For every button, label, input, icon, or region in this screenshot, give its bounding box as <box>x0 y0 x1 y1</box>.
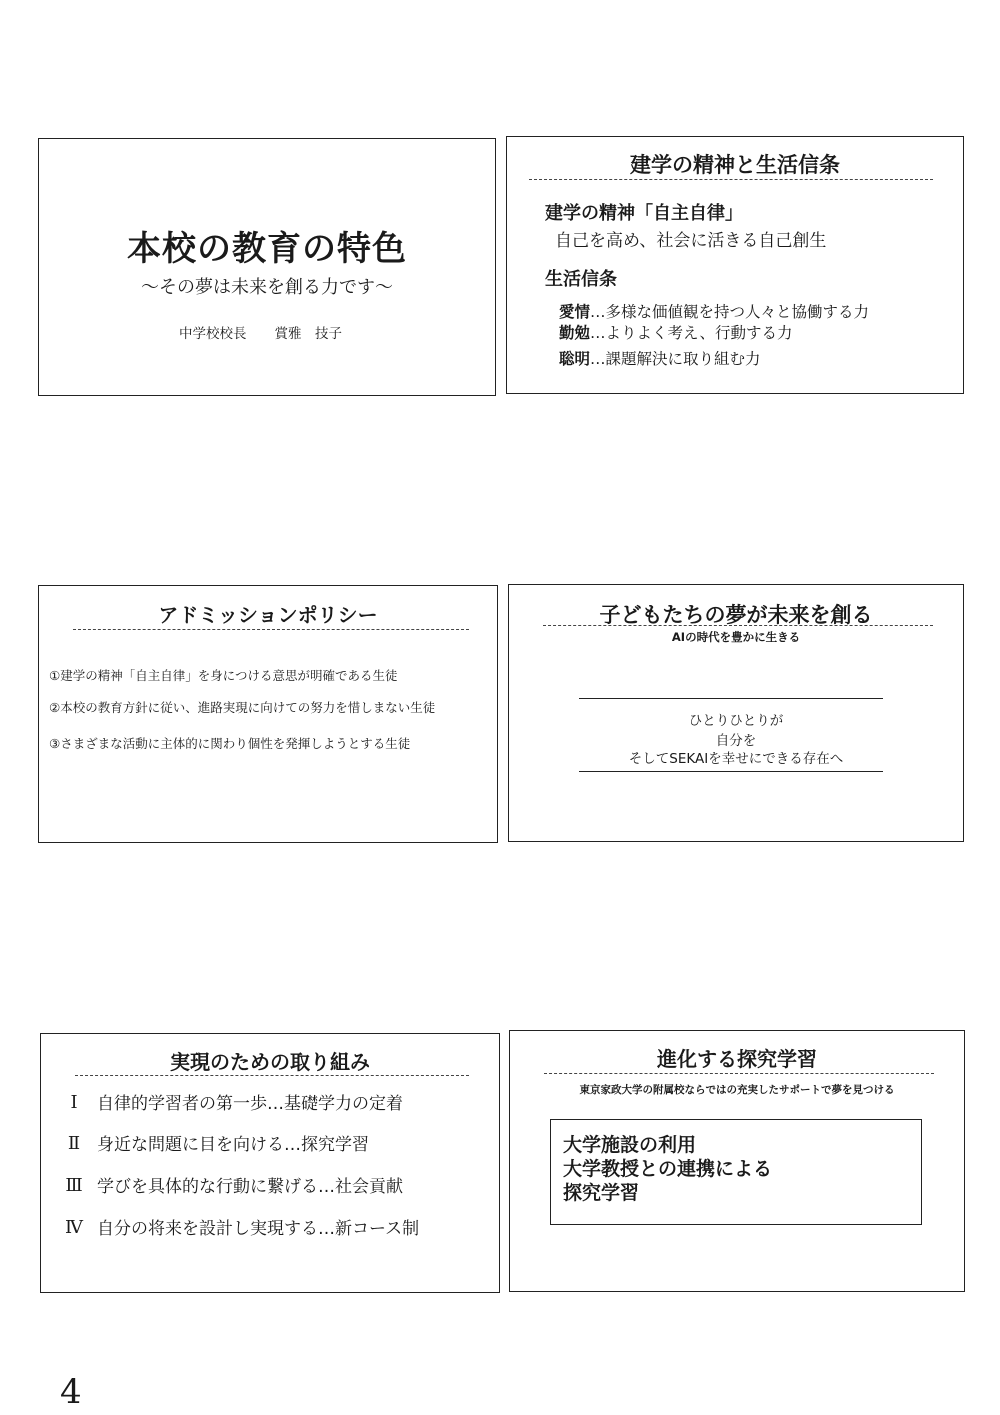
slide-title-heading: 本校の教育の特色 <box>127 229 407 269</box>
initiative-number: Ⅲ <box>65 1175 83 1196</box>
initiative-number: Ⅳ <box>65 1217 83 1238</box>
initiative-text: 身近な問題に目を向ける…探究学習 <box>97 1135 369 1155</box>
feature-line: 探究学習 <box>563 1182 640 1204</box>
creed-term: 勤勉 <box>559 324 591 342</box>
author-line <box>179 322 370 342</box>
slide-dreams <box>508 584 964 842</box>
slide-heading: 進化する探究学習 <box>657 1047 817 1071</box>
lower-divider <box>579 771 883 772</box>
policy-item: ①建学の精神「自主自律」を身につける意思が明確である生徒 <box>49 668 398 683</box>
message-line: 自分を <box>715 733 757 749</box>
initiative-text: 学びを具体的な行動に繋げる…社会貢献 <box>97 1177 403 1197</box>
heading-divider <box>544 1073 934 1074</box>
feature-box <box>550 1119 922 1225</box>
slide-inquiry-learning <box>509 1030 965 1292</box>
heading-divider <box>75 1075 469 1076</box>
spirit-text: 自己を高め、社会に活きる自己創生 <box>555 231 827 251</box>
initiative-text: 自律的学習者の第一歩…基礎学力の定着 <box>97 1094 403 1114</box>
slide-subheading: 東京家政大学の附属校ならではの充実したサポートで夢を見つける <box>579 1084 895 1096</box>
feature-line: 大学教授との連携による <box>563 1158 773 1180</box>
upper-divider <box>579 698 883 699</box>
policy-item: ②本校の教育方針に従い、進路実現に向けての努力を惜しまない生徒 <box>49 700 436 715</box>
page-number: 4 <box>60 1372 82 1412</box>
slide-admission-policy <box>38 585 498 843</box>
slide-subheading: AIの時代を豊かに生きる <box>671 630 801 644</box>
heading-divider <box>543 625 933 626</box>
slide-heading: 子どもたちの夢が未来を創る <box>599 603 873 627</box>
slide-heading: アドミッションポリシー <box>158 603 378 627</box>
creed-term: 愛情 <box>559 303 591 321</box>
creed-term: 聡明 <box>559 350 591 368</box>
heading-divider <box>73 629 469 630</box>
slide-heading: 実現のための取り組み <box>170 1050 370 1074</box>
author-role: 中学校校長 <box>179 326 247 342</box>
creed-item <box>559 347 761 369</box>
author-name: 賞雅 技子 <box>274 326 342 342</box>
spirit-heading: 建学の精神「自主自律」 <box>545 203 743 224</box>
feature-line: 大学施設の利用 <box>563 1134 697 1156</box>
slide-title-subtitle: ～その夢は未来を創る力です～ <box>141 277 393 298</box>
policy-item: ③さまざまな活動に主体的に関わり個性を発揮しようとする生徒 <box>49 736 411 751</box>
slide-spirit-creed <box>506 136 964 394</box>
initiative-text: 自分の将来を設計し実現する…新コース制 <box>97 1219 420 1239</box>
creed-item <box>559 321 792 343</box>
initiative-number: Ⅰ <box>70 1092 78 1113</box>
creed-item <box>559 300 869 322</box>
creed-heading: 生活信条 <box>545 269 617 290</box>
message-line: そしてSEKAIを幸せにできる存在へ <box>628 751 844 767</box>
slide-initiatives <box>40 1033 500 1293</box>
creed-text: …よりよく考え、行動する力 <box>590 324 793 342</box>
slide-title <box>38 138 496 396</box>
initiative-number: Ⅱ <box>67 1133 81 1154</box>
message-line: ひとりひとりが <box>688 713 784 729</box>
heading-divider <box>529 179 933 180</box>
creed-text: …課題解決に取り組む力 <box>590 350 761 368</box>
slide-heading: 建学の精神と生活信条 <box>630 153 840 177</box>
creed-text: …多様な価値観を持つ人々と協働する力 <box>590 303 870 321</box>
